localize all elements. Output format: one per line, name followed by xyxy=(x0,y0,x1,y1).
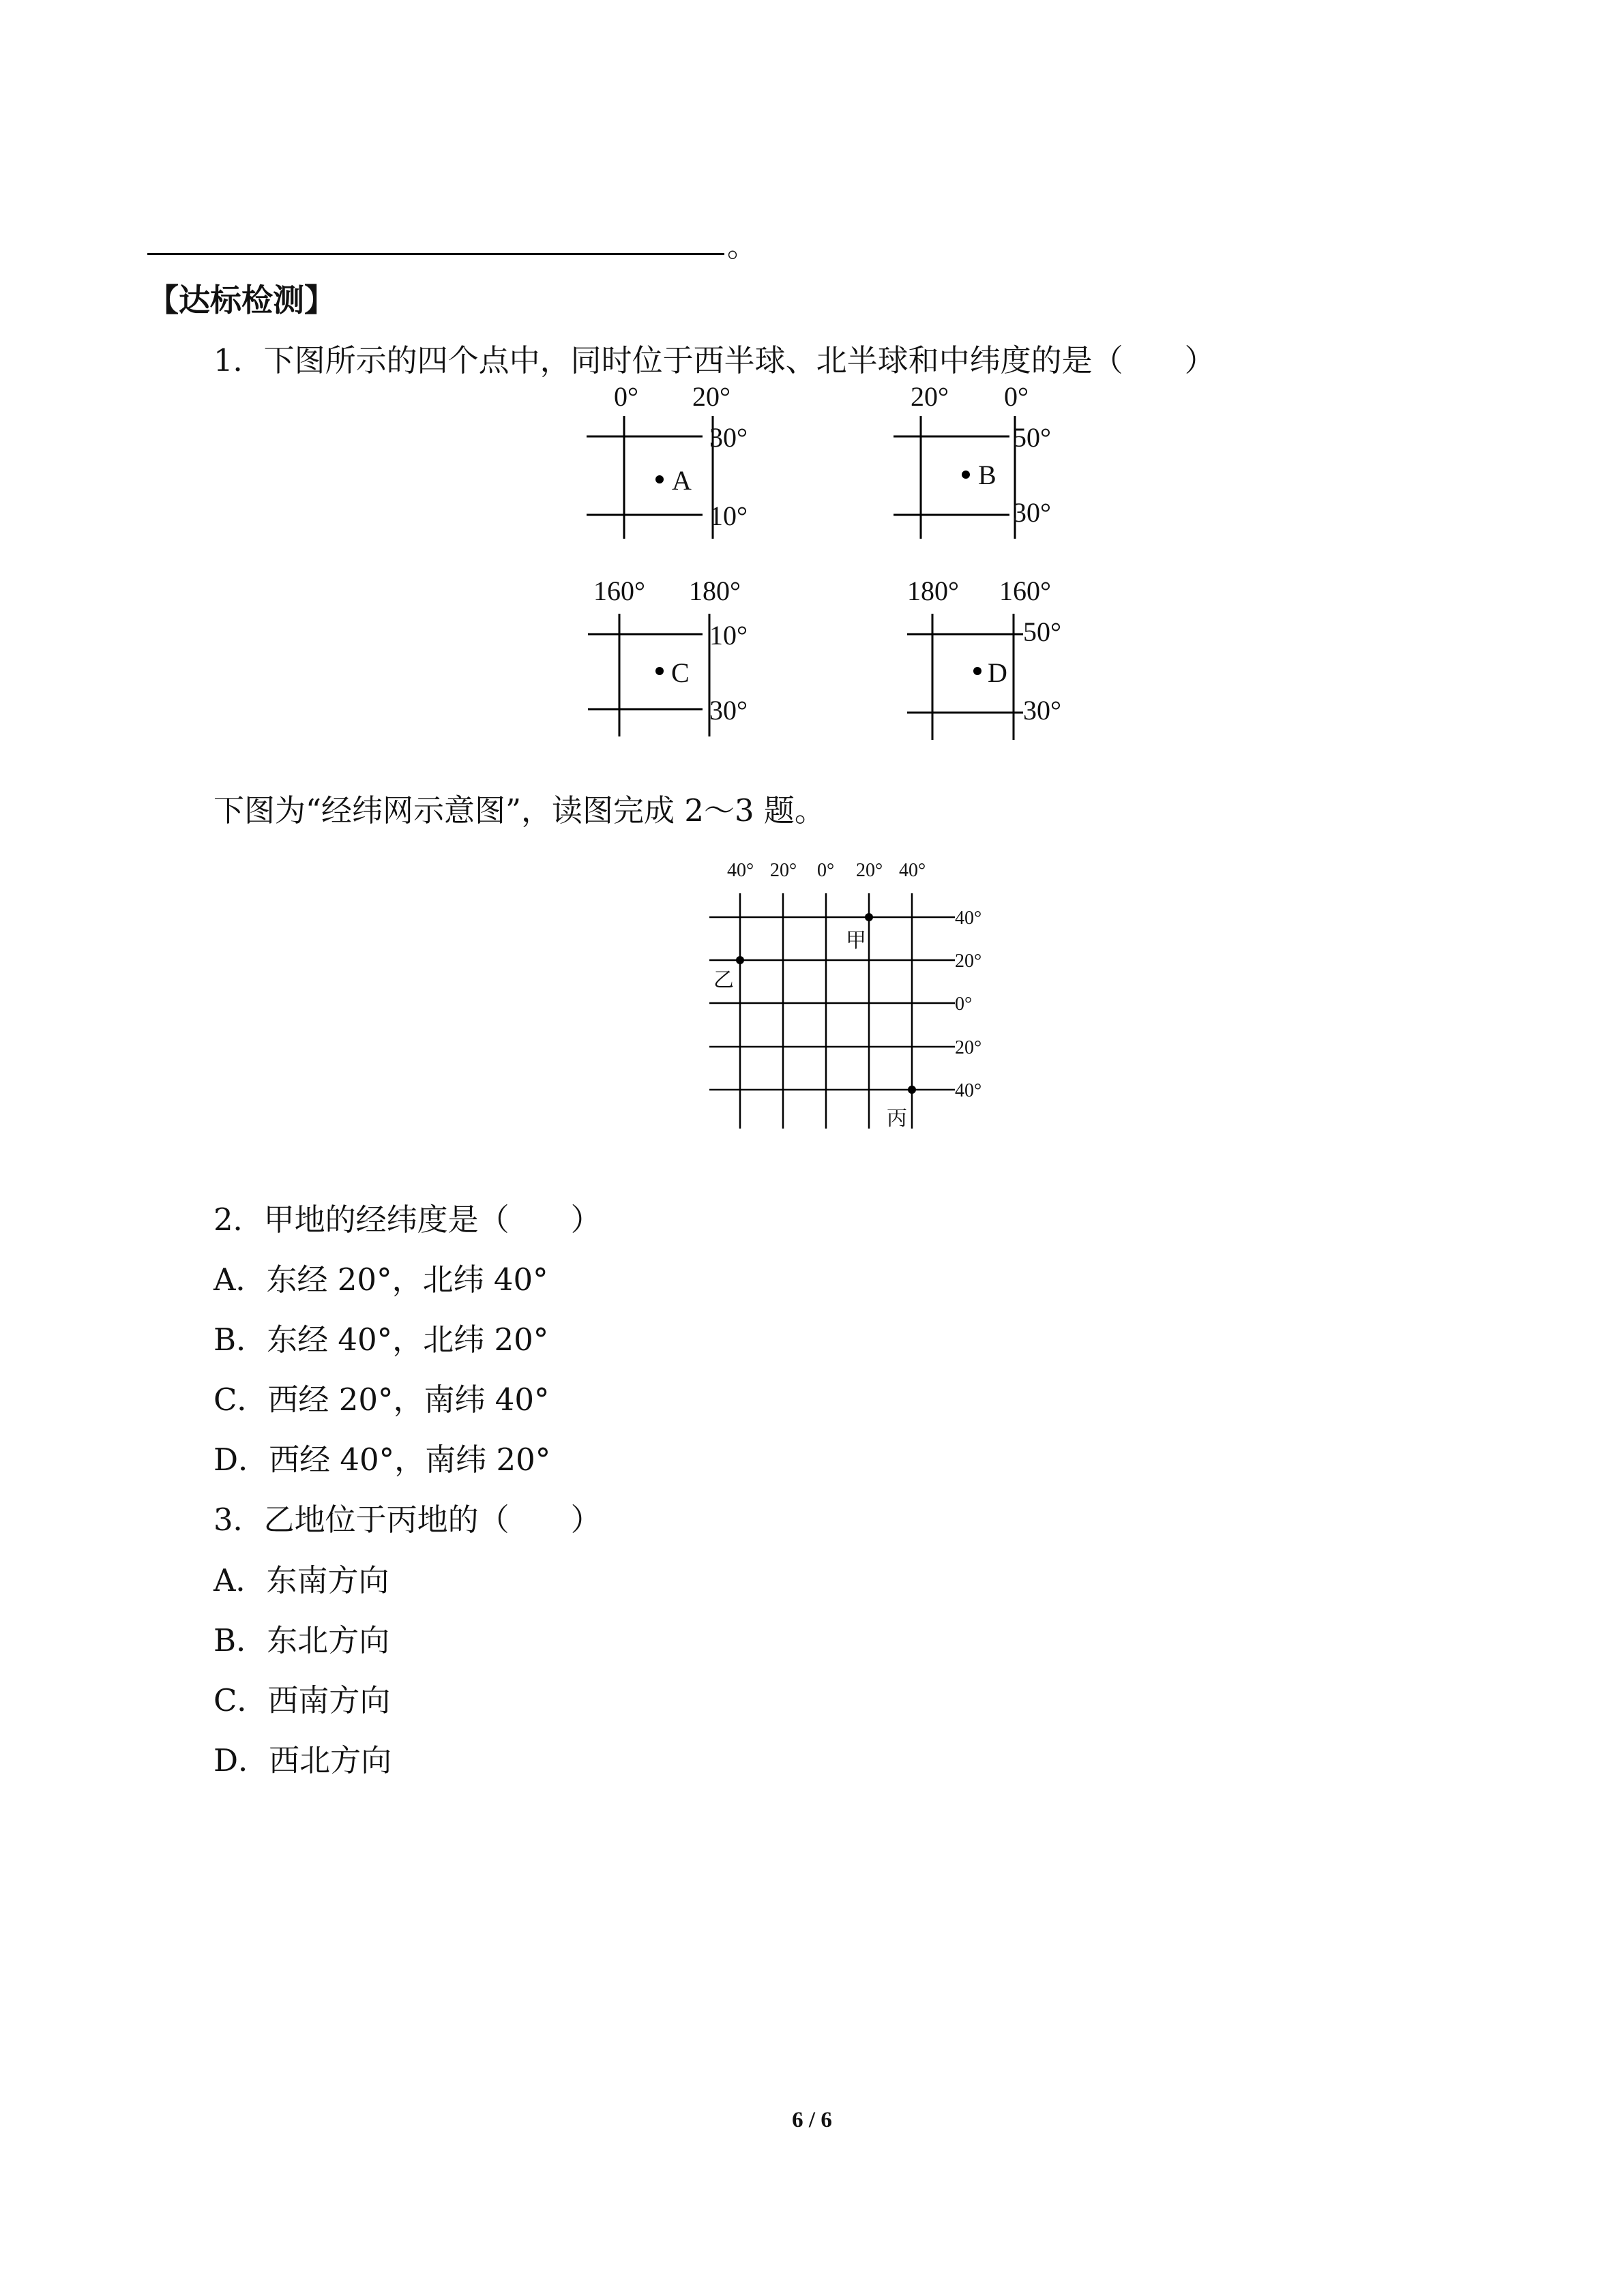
point-bing-dot xyxy=(908,1086,916,1094)
panel-a-point-label: A xyxy=(672,465,692,496)
point-d-dot xyxy=(973,667,981,675)
question-1-figure xyxy=(587,382,1119,750)
grid-lat-label-5: 40° xyxy=(955,1080,982,1101)
grid-lon-label-3: 0° xyxy=(817,860,835,881)
question-3-option-d: D．西北方向 xyxy=(213,1742,392,1778)
point-bing-label: 丙 xyxy=(887,1107,907,1130)
panel-c-lon-left: 160° xyxy=(593,576,645,606)
section-heading: 【达标检测】 xyxy=(147,282,336,318)
panel-a-lat-bottom: 10° xyxy=(709,501,748,531)
panel-d-point-label: D xyxy=(988,657,1007,688)
panel-d-lat-top: 50° xyxy=(1023,616,1061,647)
grid-lat-label-4: 20° xyxy=(955,1037,982,1058)
grid-lat-label-2: 20° xyxy=(955,951,982,972)
answer-blank-line xyxy=(147,253,724,255)
grid-lon-label-2: 20° xyxy=(770,860,797,881)
panel-b-point-label: B xyxy=(978,460,996,490)
point-yi-label: 乙 xyxy=(713,969,734,992)
grid-lon-label-1: 40° xyxy=(727,860,754,881)
panel-c-lat-bottom: 30° xyxy=(709,695,748,726)
panel-d-lon-left: 180° xyxy=(907,576,959,606)
question-2-option-d: D．西经 40°，南纬 20° xyxy=(213,1442,551,1478)
page-number: 6 / 6 xyxy=(792,2108,832,2132)
point-b-dot xyxy=(962,471,970,479)
intro-text: 下图为“经纬网示意图”，读图完成 2～3 题。 xyxy=(213,792,825,829)
panel-c-lat-top: 10° xyxy=(709,620,748,651)
grid-lat-label-3: 0° xyxy=(955,994,973,1015)
question-2-option-c: C．西经 20°，南纬 40° xyxy=(213,1382,550,1418)
point-yi-dot xyxy=(736,956,744,964)
lat-lon-grid-figure xyxy=(709,856,1009,1142)
panel-a-lon-left: 0° xyxy=(614,382,638,412)
panel-b-lon-left: 20° xyxy=(911,382,949,412)
panel-b-lat-top: 50° xyxy=(1013,422,1051,453)
panel-d-lat-bottom: 30° xyxy=(1023,695,1061,726)
question-2-option-a: A．东经 20°，北纬 40° xyxy=(213,1262,548,1298)
grid-lon-label-5: 40° xyxy=(899,860,926,881)
point-c-dot xyxy=(655,667,664,675)
panel-c-lon-right: 180° xyxy=(689,576,741,606)
point-jia-label: 甲 xyxy=(846,929,866,952)
grid-lon-label-4: 20° xyxy=(856,860,883,881)
point-a-dot xyxy=(655,475,664,483)
question-2-text: 2．甲地的经纬度是（ ） xyxy=(213,1202,602,1238)
panel-d-lon-right: 160° xyxy=(999,576,1051,606)
panel-a-lat-top: 30° xyxy=(709,422,748,453)
grid-lat-label-1: 40° xyxy=(955,908,982,929)
question-3-text: 3．乙地位于丙地的（ ） xyxy=(213,1502,602,1538)
panel-b-lat-bottom: 30° xyxy=(1013,497,1051,528)
question-2-option-b: B．东经 40°，北纬 20° xyxy=(213,1322,549,1358)
panel-c-point-label: C xyxy=(671,657,690,688)
blank-end-mark: 。 xyxy=(727,229,757,264)
question-3-option-c: C．西南方向 xyxy=(213,1682,391,1718)
question-1-text: 1．下图所示的四个点中，同时位于西半球、北半球和中纬度的是（ ） xyxy=(213,342,1215,378)
question-3-option-b: B．东北方向 xyxy=(213,1622,390,1658)
point-jia-dot xyxy=(865,913,873,921)
question-3-option-a: A．东南方向 xyxy=(213,1562,389,1598)
panel-b-lon-right: 0° xyxy=(1004,382,1029,412)
panel-a-lon-right: 20° xyxy=(692,382,730,412)
